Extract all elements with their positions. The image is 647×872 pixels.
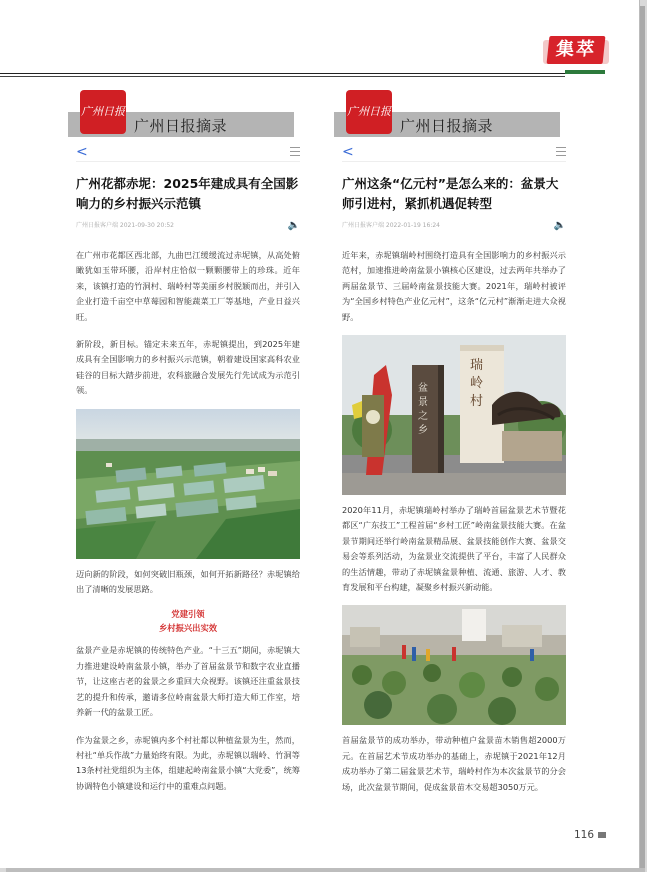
sign-text-penjing-2: 景	[418, 397, 428, 409]
newspaper-logo: 广州日报	[346, 90, 392, 134]
right-article	[342, 86, 566, 795]
subheading	[76, 607, 300, 635]
section-brand: 集萃	[547, 36, 606, 64]
page-shadow-right	[640, 6, 645, 868]
speaker-icon[interactable]: 🔈	[553, 220, 566, 231]
source-header	[76, 86, 300, 136]
source-name: 广州日报摘录	[134, 117, 228, 135]
article-meta	[342, 220, 566, 236]
article-source-date: 广州日报客户端 2022-01-19 16:24	[342, 222, 440, 229]
page-shadow-bottom	[6, 868, 645, 872]
sign-text-ruiling-3: 村	[470, 394, 484, 410]
back-icon[interactable]: <	[76, 144, 88, 160]
newspaper-logo: 广州日报	[80, 90, 126, 134]
source-name: 广州日报摘录	[400, 117, 494, 135]
back-icon[interactable]: <	[342, 144, 354, 160]
aerial-village-photo	[76, 409, 300, 559]
page-number-mark	[598, 832, 606, 838]
paragraph: 盆景产业是赤坭镇的传统特色产业。“十三五”期间，赤坭镇大力推进建设岭南盆景小镇，举办了首届盆景节和数字农业直播节，让这座古老的盆景之乡重回大众视野。该镇还注重盆景技艺的提升和传承，邀请多位岭南盆景大师打造大师工作室，培养新一代的盆景工匠。	[76, 645, 300, 718]
left-article	[76, 86, 300, 794]
header-rule-secondary	[0, 76, 565, 77]
menu-icon[interactable]	[556, 147, 566, 156]
menu-icon[interactable]	[290, 147, 300, 156]
sign-text-ruiling: 瑞	[470, 358, 484, 374]
paragraph: 迈向新的阶段，如何突破旧瓶颈，如何开拓新路径？赤坭镇给出了清晰的发展思路。	[76, 568, 300, 595]
source-header	[342, 86, 566, 136]
page-number: 116	[574, 829, 595, 841]
header-rule	[0, 73, 605, 74]
paragraph: 2020年11月，赤坭镇瑞岭村举办了瑞岭首届盆景艺术节暨花都区“广东技工”工程首届“乡村工匠”岭南盆景技能大赛。在盆景节期间还举行岭南盆景精品展、盆景技能创作大赛、盆景交易会等系列活动，为盆景业交流提供了平台，丰富了人民群众的生活情趣，带动了赤坭镇盆景种植、流通、旅游、人才、教育发展和平台构建，凝聚乡村振兴新动能。	[342, 505, 566, 593]
paragraph: 在广州市花都区西北部，九曲巴江缓缓流过赤坭镇，从高处俯瞰犹如玉带环腰，沿岸村庄恰似一颗颗腰带上的珍珠。近年来，该镇打造的竹洞村、瑞岭村等美丽乡村脱颖而出，并引入企业打造千亩空中草莓园和智能蔬菜工厂等基地，产业日益兴旺。	[76, 250, 300, 322]
article-title: 广州花都赤坭：2025年建成具有全国影响力的乡村振兴示范镇	[76, 176, 299, 211]
article-meta	[76, 220, 300, 236]
sign-text-penjing: 盆	[418, 383, 428, 395]
header-accent-rule	[565, 70, 605, 74]
sign-text-penjing-4: 乡	[418, 425, 428, 437]
subheading-line: 乡村振兴出实效	[158, 623, 218, 634]
app-nav-bar	[342, 144, 566, 162]
app-nav-bar	[76, 144, 300, 162]
paragraph: 新阶段，新目标。锚定未来五年，赤坭镇提出，到2025年建成具有全国影响力的乡村振兴示范镇，朝着建设国家高科农业硅谷的目标大踏步前进，农科旅融合发展先行先试成为示范引领。	[76, 339, 300, 396]
article-source-date: 广州日报客户端 2021-09-30 20:52	[76, 222, 174, 229]
paragraph: 首届盆景节的成功举办，带动种植户盆景苗木销售超2000万元。在首届艺术节成功举办的基础上，赤坭镇于2021年12月成功举办了第二届盆景艺术节，瑞岭村作为本次盆景节的分会场，此次盆景节期间，促成盆景苗木交易超3050万元。	[342, 735, 566, 792]
paragraph: 近年来，赤坭镇瑞岭村围绕打造具有全国影响力的乡村振兴示范村，加速推进岭南盆景小镇核心区建设，过去两年共举办了两届盆景节、三届岭南盆景技能大赛。2021年，瑞岭村被评为“全国乡村特色产业亿元村”，这条“亿元村”渐渐走进大众视野。	[342, 250, 566, 322]
speaker-icon[interactable]: 🔈	[287, 220, 300, 231]
bonsai-festival-photo	[342, 605, 566, 725]
subheading-line: 党建引领	[171, 609, 205, 620]
sign-text-penjing-3: 之	[418, 411, 428, 423]
sign-text-ruiling-2: 岭	[470, 376, 484, 392]
village-sign-photo	[342, 335, 566, 495]
article-title: 广州这条“亿元村”是怎么来的：盆景大师引进村，紧抓机遇促转型	[342, 176, 559, 211]
paragraph: 作为盆景之乡，赤坭镇内多个村社都以种植盆景为生，然而，村社“单兵作战”力量始终有限。为此，赤坭镇以瑞岭、竹洞等13条村社党组织为主体，组建起岭南盆景小镇“大党委”，统筹协调特色小镇建设和运行中的重难点问题。	[76, 734, 300, 791]
